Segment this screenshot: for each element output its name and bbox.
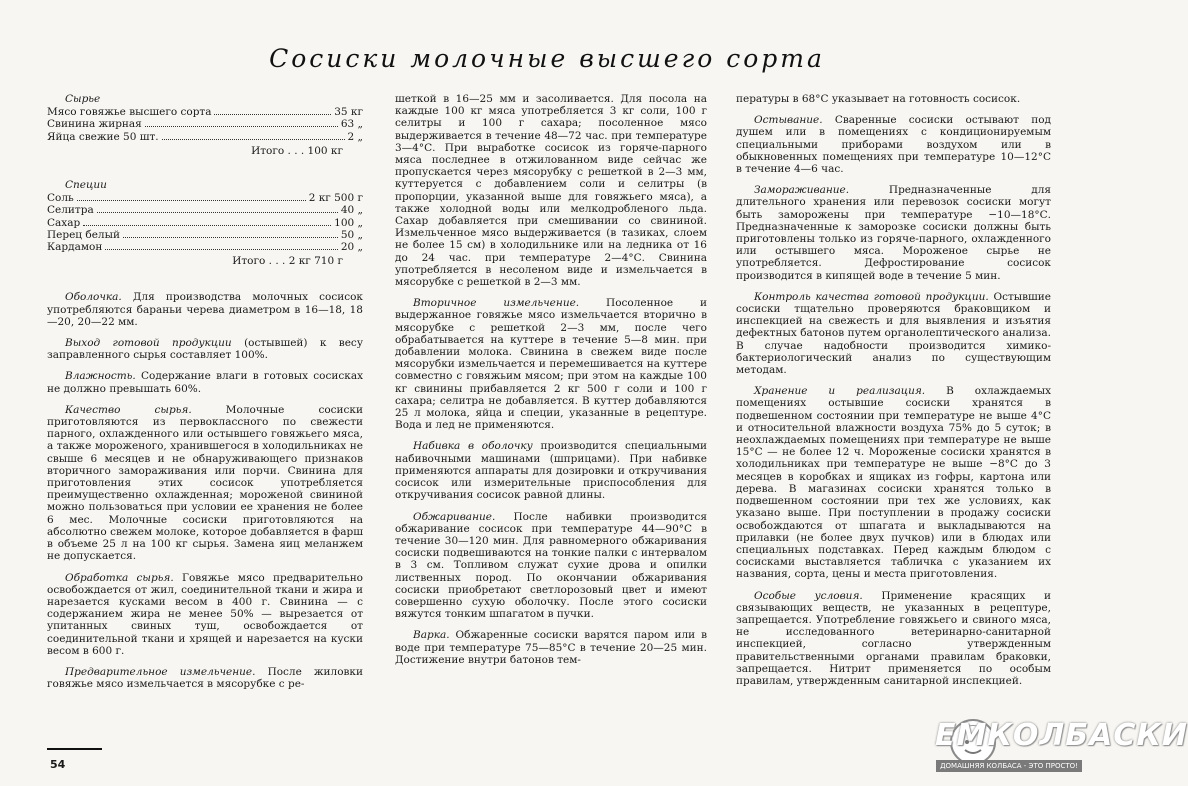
spices-list — [47, 192, 363, 253]
raw-ingredients-list — [47, 106, 363, 143]
paragraph-text: Содержание влаги в готовых сосисках не должно превышать 60%. — [47, 370, 363, 395]
paragraph-text: производится специальными набивочными машинами (шприцами). При набивке применяются аппараты для дозировки и откручивания сосисок или измерительные приспособления для откручивания сосисок равной длины. — [395, 440, 707, 502]
paragraph — [395, 511, 707, 621]
ingredient-quantity: 35 кг — [334, 106, 363, 119]
logo-tagline: ДОМАШНЯЯ КОЛБАСА - ЭТО ПРОСТО! — [936, 760, 1082, 772]
spices-total: Итого . . . 2 кг 710 г — [232, 255, 343, 268]
paragraph-text: Сваренные сосиски остывают под душем или в помещениях с кондиционируемым специальными приборами воздухом или в обыкновенных помещениях при температуре 10—12°С в течение 4—6 час. — [736, 114, 1051, 176]
paragraph — [395, 440, 707, 501]
paragraph — [47, 404, 363, 563]
raw-row — [47, 118, 363, 130]
paragraph-heading: Качество сырья. — [65, 403, 192, 416]
leader-dots — [214, 114, 331, 115]
paragraph — [736, 114, 1051, 175]
ingredient-quantity: 100 „ — [334, 216, 363, 229]
ingredient-name: Кардамон — [47, 241, 103, 254]
paragraph-text: пературы в 68°С указывает на готовность сосисок. — [736, 93, 1021, 105]
paragraph — [395, 93, 707, 288]
paragraph-heading: Обработка сырья. — [65, 571, 174, 584]
paragraph — [736, 385, 1051, 580]
raw-row — [47, 106, 363, 118]
paragraph-heading: Вторичное измельчение. — [413, 297, 580, 310]
paragraph-text: Обжаренные сосиски варятся паром или в воде при температуре 75—85°С в течение 20—25 мин. Достижение внутри батонов тем- — [395, 629, 707, 666]
paragraph — [736, 291, 1051, 376]
paragraph-heading: Остывание. — [754, 114, 823, 127]
paragraph-text: После набивки производится обжаривание сосисок при температуре 44—90°С в течение 30—120 мин. Для равномерного обжаривания сосиски подвешиваются на тонкие палки с интервалом в 3 см. Топливом служат сухие дрова и опилки лиственных пород. По окончании обжаривания сосиски приобретают светлорозовый цвет и имеют совершенно сухую оболочку. После этого сосиски вяжутся тонким шпагатом в пучки. — [395, 510, 707, 621]
paragraph-heading: Влажность. — [65, 370, 136, 383]
paragraph — [47, 370, 363, 394]
leader-dots — [83, 225, 331, 226]
paragraph-text: Предназначенные для длительного хранения или перевозок сосиски могут быть заморожены при температуре −10—18°С. Предназначенные к заморозке сосиски должны быть приготовлены только из горяче-парного, охлажденного или остывшего мяса. Мороженое сырье не употребляется. Дефростирование сосисок производится в кипящей воде в течение 5 мин. — [736, 184, 1051, 282]
paragraph-heading: Набивка в оболочку — [413, 440, 533, 453]
paragraph-heading: Обжаривание. — [413, 510, 496, 523]
ingredient-name: Свинина жирная — [47, 118, 142, 131]
footer-rule — [47, 748, 102, 750]
paragraph — [736, 590, 1051, 688]
paragraph-heading: Предварительное измельчение. — [65, 665, 256, 678]
raw-total: Итого . . . 100 кг — [251, 144, 343, 157]
paragraph — [395, 629, 707, 666]
paragraph-text: шеткой в 16—25 мм и засоливается. Для посола на каждые 100 кг мяса употребляется 3 кг соли, 100 г селитры и 100 г сахара; посоленное мясо выдерживается в течение 48—72 час. при температуре 3—4°С. При выработке сосисок из горяче-парного мяса последнее в отжилованном виде сейчас же пропускается через мясорубку с решеткой в 2—3 мм, куттеруется с добавлением соли и селитры (в пропорции, указанной выше для говяжьего мяса), а также холодной воды или мелкодробленого льда. Сахар добавляется при смешивании со свининой. Измельченное мясо выдерживается (в тазиках, слоем не более 15 см) в холодильнике или на ледника от 16 до 24 час. при температуре 2—4°С. Свинина употребляется в несоленом виде и измельчается в мясорубке с решеткой в 2—3 мм. — [395, 93, 707, 289]
spices-row — [47, 229, 363, 241]
leader-dots — [77, 200, 306, 201]
column-left — [47, 93, 363, 699]
paragraph-heading: Варка. — [413, 629, 450, 642]
ingredient-quantity: 20 „ — [340, 241, 363, 254]
paragraph-text: Говяжье мясо предварительно освобождается от жил, соединительной ткани и жира и нарезается кусками весом в 400 г. Свинина — с содержанием жира не менее 50% — вырезается от упитанных свиных туш, освобождается от соединительной ткани и хрящей и нарезается на куски весом в 600 г. — [47, 571, 364, 657]
logo-name: ЕМКОЛБАСКИ — [935, 718, 1188, 753]
leader-dots — [97, 212, 338, 213]
paragraph-text: После жиловки говяжье мясо измельчается в мясорубке с ре- — [47, 665, 363, 691]
paragraph-text: Молочные сосиски приготовляются из первоклассного по свежести парного, охлажденного или остывшего говяжьего мяса, а также мороженого, хранившегося в холодильниках не свыше 6 месяцев и не обнаруживающего признаков вторичного замораживания или порчи. Свинина для приготовления этих сосисок употребляется преимущественно охлажденная; мороженой свининой можно пользоваться при условии ее хранения не более 6 мес. Молочные сосиски приготовляются на абсолютно свежем молоке, которое добавляется в фарш в объеме 25 л на 100 кг сырья. Замена яиц меланжем не допускается. — [47, 403, 363, 563]
leader-dots — [105, 249, 338, 250]
ingredient-quantity: 2 кг 500 г — [308, 192, 363, 205]
ingredient-name: Селитра — [47, 204, 94, 217]
paragraph — [736, 184, 1051, 282]
paragraph-text: Для производства молочных сосисок употребляются бараньи черева диаметром в 16—18, 18—20, 20—22 мм. — [47, 291, 363, 328]
paragraph — [47, 337, 363, 361]
paragraph-text: Остывшие сосиски тщательно проверяются браковщиком и инспекцией на свежесть и для выявления и изъятия дефектных батонов путем органолептического анализа. В случае надобности производится химико-бактериологический анализ по существующим методам. — [736, 290, 1052, 377]
page-number: 54 — [50, 758, 66, 771]
spices-row — [47, 192, 363, 204]
spices-row — [47, 204, 363, 216]
spices-row — [47, 241, 363, 253]
spices-row — [47, 217, 363, 229]
column-right — [736, 93, 1051, 696]
ingredient-quantity: 50 „ — [340, 228, 363, 241]
paragraph — [47, 572, 363, 657]
paragraph — [47, 291, 363, 328]
paragraph-text: Посоленное и выдержанное говяжье мясо измельчается вторично в мясорубке с решеткой 2—3 мм, после чего обрабатывается на куттере в течение 5—8 мин. при добавлении молока. Свинина в свежем виде после мясорубки измельчается и перемешивается на куттере совместно с говяжьим мясом; при этом на каждые 100 кг свинины прибавляется 2 кг 500 г соли и 100 г сахара; селитра не добавляется. В куттер добавляются 25 л молока, яйца и специи, указанные в рецептуре. Вода и лед не применяются. — [395, 297, 708, 432]
ingredient-name: Мясо говяжье высшего сорта — [47, 106, 212, 119]
paragraph-heading: Выход готовой продукции — [65, 337, 232, 350]
ingredient-quantity: 63 „ — [340, 118, 363, 131]
paragraph-heading: Замораживание. — [754, 184, 850, 197]
raw-row — [47, 131, 363, 143]
paragraph-heading: Оболочка. — [65, 291, 122, 304]
leader-dots — [123, 237, 338, 238]
column-middle — [395, 93, 707, 675]
leader-dots — [145, 126, 338, 127]
paragraph-heading: Хранение и реализация. — [754, 385, 926, 398]
leader-dots — [162, 139, 345, 140]
spices-heading: Специи — [65, 179, 107, 192]
paragraph-text: Применение красящих и связывающих веществ, не указанных в рецептуре, запрещается. Употребление говяжьего и свиного мяса, не исследованного ветеринарно-санитарной инспекцией, согласно утвержденным правительственными органами правилам браковки, запрещается. Нитрит применяется по особым правилам, утвержденным санитарной инспекцией. — [736, 589, 1052, 687]
paragraph-text: В охлаждаемых помещениях остывшие сосиски хранятся в подвешенном состоянии при температуре не выше 4°С и относительной влажности воздуха 75% до 5 суток; в неохлаждаемых помещениях при температуре не выше 15°С — не более 12 ч. Мороженые сосиски хранятся в холодильниках при температуре не выше −8°С до 3 месяцев в коробках и ящиках из гофры, картона или дерева. В магазинах сосиски хранятся только в подвешенном состоянии при тех же условиях, как указано выше. При поступлении в продажу сосиски освобождаются от шпагата и выкладываются на прилавки (не более двух пучков) или в блюдах или специальных подставках. Перед каждым блюдом с сосисками выставляется табличка с указанием их названия, сорта, цены и места приготовления. — [736, 385, 1051, 581]
raw-heading: Сырье — [65, 93, 101, 105]
ingredient-quantity: 40 „ — [340, 204, 363, 217]
paragraph-heading: Контроль качества готовой продукции. — [754, 290, 989, 303]
column-left-paragraphs — [47, 291, 363, 690]
ingredient-quantity: 2 „ — [347, 130, 363, 143]
paragraph-heading: Особые условия. — [754, 589, 863, 602]
paragraph-text: (остывшей) к весу заправленного сырья составляет 100%. — [47, 337, 363, 362]
ingredient-name: Яйца свежие 50 шт. — [47, 130, 159, 143]
ingredient-name: Сахар — [47, 216, 81, 229]
paragraph — [395, 297, 707, 431]
paragraph — [736, 93, 1051, 105]
ingredient-name: Соль — [47, 192, 74, 205]
paragraph — [47, 666, 363, 690]
ingredient-name: Перец белый — [47, 228, 120, 241]
page-title: Сосиски молочные высшего сорта — [269, 44, 825, 73]
